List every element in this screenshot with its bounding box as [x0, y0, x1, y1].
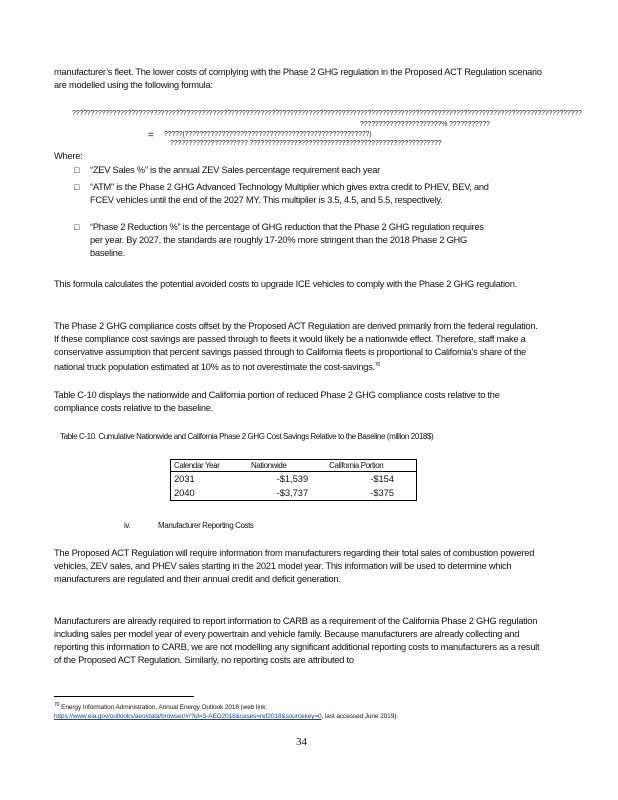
- table-row: [171, 486, 417, 501]
- footnote-number: 70: [54, 702, 60, 708]
- cell-year: 2040: [171, 486, 248, 501]
- subheading-title: Manufacturer Reporting Costs: [158, 521, 254, 530]
- formula-line-1: ??????????????????????????????????????????????????????????????????????????????????????????????????????????????????????????????????????????: [72, 110, 582, 117]
- formula-line-4: ????????????????????? ????????????????????????????????????????????????????: [170, 140, 442, 147]
- cost-savings-table: [170, 459, 417, 501]
- where-label: Where:: [54, 151, 83, 161]
- page-number: 34: [296, 736, 307, 748]
- reporting-paragraph-1: The Proposed ACT Regulation will require information from manufacturers regarding their total sales of combustion powered vehicles, ZEV sales, and PHEV sales starting in the 2021 model year. This information will be used to determine which manufacturers are regulated and their annual credit and deficit generation.: [54, 548, 535, 584]
- bullet-marker: □: [74, 182, 80, 192]
- table-header-row: [171, 460, 417, 472]
- formula-line-2: ??????????????????????% ???????????: [360, 121, 490, 128]
- table-row: [171, 472, 417, 487]
- reporting-paragraph-2: Manufacturers are already required to report information to CARB as a requirement of the California Phase 2 GHG regulation including sales per model year of every powertrain and vehicle family. Because manufacturers are already collecting and reporting this information to CARB, we are not modelling any significant additional reporting costs to manufacturers as a result of the Proposed ACT Regulation. Similarly, no reporting costs are attributed to: [54, 616, 540, 665]
- col-header-california: California Portion: [326, 460, 416, 472]
- bullet-marker: □: [74, 165, 80, 175]
- bullet-atm: “ATM” is the Phase 2 GHG Advanced Technology Multiplier which gives extra credit to PHEV, BEV, and FCEV vehicles until the end of the 2027 MY. This multiplier is 3.5, 4.5, and 5.5, respectively.: [90, 182, 489, 205]
- footnote-ref[interactable]: 70: [374, 362, 380, 368]
- subheading-number: iv.: [124, 521, 131, 530]
- federal-savings-paragraph: [54, 320, 544, 374]
- footnote: [54, 701, 544, 721]
- cell-year: 2031: [171, 472, 248, 487]
- footnote-divider: [54, 696, 194, 697]
- bullet-zev-sales: “ZEV Sales %” is the annual ZEV Sales percentage requirement each year: [90, 165, 380, 175]
- footnote-accessed: , last accessed June 2019).: [321, 713, 398, 721]
- cell-nationwide: -$1,539: [248, 472, 326, 487]
- footnote-text: Energy Information Administration, Annual Energy Outlook 2018 (web link:: [61, 704, 268, 712]
- cell-california: -$154: [326, 472, 416, 487]
- federal-savings-text: The Phase 2 GHG compliance costs offset by the Proposed ACT Regulation are derived primarily from the federal regulation. If these compliance cost savings are passed through to fleets it would likely be a nationwide effect. Therefore, staff make a conservative assumption that percent savings passed through to California fleets is proportional to California’s share of the national truck population estimated at 10% as to not overestimate the cost-savings.: [54, 321, 538, 373]
- footnote-link[interactable]: https://www.eia.gov/outlooks/aeo/data/browser/#/?id=3-AEO2018&cases=ref2018&sourcekey=0: [54, 713, 322, 721]
- col-header-year: Calendar Year: [171, 460, 248, 472]
- bullet-marker: □: [74, 222, 80, 232]
- cell-nationwide: -$3,737: [248, 486, 326, 501]
- formula-explanation-paragraph: This formula calculates the potential avoided costs to upgrade ICE vehicles to comply with the Phase 2 GHG regulation.: [54, 279, 517, 289]
- bullet-phase2-reduction: “Phase 2 Reduction %” is the percentage of GHG reduction that the Phase 2 GHG regulation requires per year. By 2027, the standards are roughly 17-20% more stringent than the 2018 Phase 2 GHG baseline.: [90, 222, 484, 258]
- table-caption: Table C-10. Cumulative Nationwide and California Phase 2 GHG Cost Savings Relative to the Baseline (million 2018$): [60, 432, 434, 441]
- formula-line-3: ?????(??????????????????????????????????????????????????): [164, 131, 372, 138]
- col-header-nationwide: Nationwide: [248, 460, 326, 472]
- table-reference-paragraph: Table C-10 displays the nationwide and California portion of reduced Phase 2 GHG compliance costs relative to the compliance costs relative to the baseline.: [54, 390, 500, 413]
- intro-paragraph: manufacturer’s fleet. The lower costs of complying with the Phase 2 GHG regulation in the Proposed ACT Regulation scenario are modelled using the following formula:: [54, 67, 542, 90]
- cell-california: -$375: [326, 486, 416, 501]
- formula-equals: =: [148, 130, 154, 141]
